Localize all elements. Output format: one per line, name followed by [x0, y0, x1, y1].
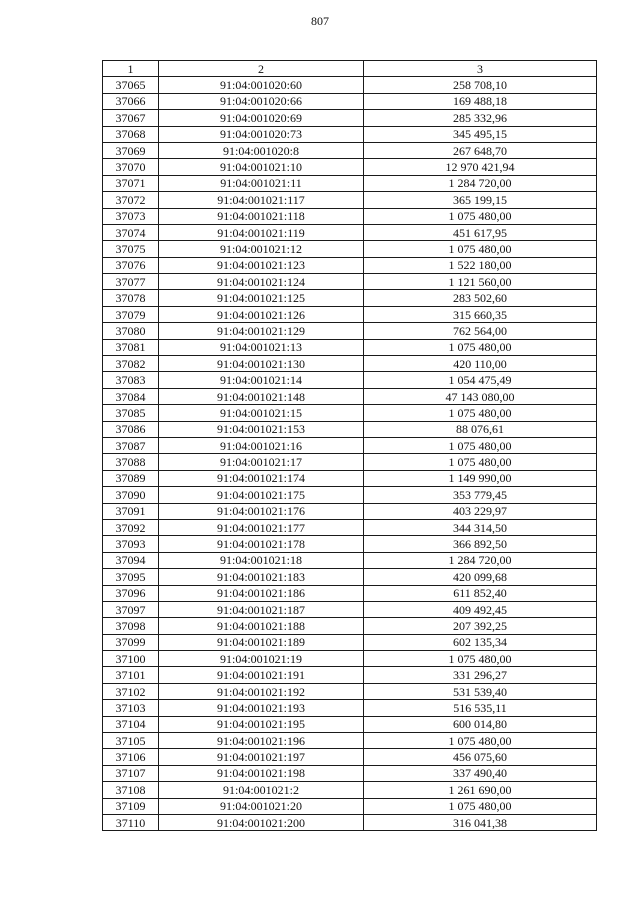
row-number-cell: 37108	[103, 782, 159, 798]
table-row	[103, 585, 597, 601]
cadastral-number-cell: 91:04:001021:17	[159, 454, 364, 470]
table-body	[103, 77, 597, 831]
data-table	[102, 60, 597, 831]
value-cell: 207 392,25	[364, 618, 597, 634]
page-number: 807	[311, 14, 329, 28]
value-cell: 1 075 480,00	[364, 208, 597, 224]
row-number-cell: 37086	[103, 421, 159, 437]
value-cell: 1 075 480,00	[364, 798, 597, 814]
cadastral-number-cell: 91:04:001020:73	[159, 126, 364, 142]
cadastral-number-cell: 91:04:001020:66	[159, 93, 364, 109]
row-number-cell: 37107	[103, 765, 159, 781]
table-row	[103, 437, 597, 453]
value-cell: 531 539,40	[364, 683, 597, 699]
table-row	[103, 667, 597, 683]
value-cell: 315 660,35	[364, 306, 597, 322]
value-cell: 1 075 480,00	[364, 339, 597, 355]
table-row	[103, 716, 597, 732]
table-row	[103, 421, 597, 437]
value-cell: 1 054 475,49	[364, 372, 597, 388]
cadastral-number-cell: 91:04:001021:200	[159, 814, 364, 830]
value-cell: 267 648,70	[364, 142, 597, 158]
cadastral-number-cell: 91:04:001021:119	[159, 224, 364, 240]
cadastral-number-cell: 91:04:001021:13	[159, 339, 364, 355]
header-row	[103, 61, 597, 77]
table-row	[103, 192, 597, 208]
row-number-cell: 37101	[103, 667, 159, 683]
table-row	[103, 733, 597, 749]
table-row	[103, 142, 597, 158]
value-cell: 762 564,00	[364, 323, 597, 339]
value-cell: 1 121 560,00	[364, 274, 597, 290]
cadastral-number-cell: 91:04:001021:198	[159, 765, 364, 781]
table-row	[103, 126, 597, 142]
value-cell: 451 617,95	[364, 224, 597, 240]
table-row	[103, 208, 597, 224]
cadastral-number-cell: 91:04:001021:14	[159, 372, 364, 388]
table-row	[103, 487, 597, 503]
row-number-cell: 37078	[103, 290, 159, 306]
cadastral-number-cell: 91:04:001021:123	[159, 257, 364, 273]
table-row	[103, 323, 597, 339]
cadastral-number-cell: 91:04:001021:2	[159, 782, 364, 798]
table-row	[103, 519, 597, 535]
row-number-cell: 37084	[103, 388, 159, 404]
cadastral-number-cell: 91:04:001021:186	[159, 585, 364, 601]
table-row	[103, 651, 597, 667]
row-number-cell: 37071	[103, 175, 159, 191]
row-number-cell: 37081	[103, 339, 159, 355]
value-cell: 88 076,61	[364, 421, 597, 437]
table-row	[103, 372, 597, 388]
cadastral-number-cell: 91:04:001021:16	[159, 437, 364, 453]
row-number-cell: 37100	[103, 651, 159, 667]
cadastral-number-cell: 91:04:001021:12	[159, 241, 364, 257]
cadastral-number-cell: 91:04:001021:191	[159, 667, 364, 683]
table-row	[103, 814, 597, 830]
value-cell: 344 314,50	[364, 519, 597, 535]
table-row	[103, 749, 597, 765]
table-row	[103, 175, 597, 191]
row-number-cell: 37075	[103, 241, 159, 257]
table-row	[103, 110, 597, 126]
cadastral-number-cell: 91:04:001021:125	[159, 290, 364, 306]
cadastral-number-cell: 91:04:001021:124	[159, 274, 364, 290]
cadastral-number-cell: 91:04:001021:178	[159, 536, 364, 552]
row-number-cell: 37082	[103, 356, 159, 372]
value-cell: 283 502,60	[364, 290, 597, 306]
value-cell: 1 075 480,00	[364, 454, 597, 470]
value-cell: 366 892,50	[364, 536, 597, 552]
row-number-cell: 37099	[103, 634, 159, 650]
table-row	[103, 454, 597, 470]
cadastral-number-cell: 91:04:001021:174	[159, 470, 364, 486]
row-number-cell: 37070	[103, 159, 159, 175]
row-number-cell: 37080	[103, 323, 159, 339]
cadastral-number-cell: 91:04:001021:192	[159, 683, 364, 699]
row-number-cell: 37096	[103, 585, 159, 601]
value-cell: 602 135,34	[364, 634, 597, 650]
value-cell: 516 535,11	[364, 700, 597, 716]
value-cell: 1 075 480,00	[364, 241, 597, 257]
cadastral-number-cell: 91:04:001021:148	[159, 388, 364, 404]
value-cell: 365 199,15	[364, 192, 597, 208]
cadastral-number-cell: 91:04:001021:130	[159, 356, 364, 372]
value-cell: 1 284 720,00	[364, 175, 597, 191]
cadastral-number-cell: 91:04:001021:189	[159, 634, 364, 650]
cadastral-number-cell: 91:04:001021:187	[159, 601, 364, 617]
row-number-cell: 37077	[103, 274, 159, 290]
cadastral-number-cell: 91:04:001021:196	[159, 733, 364, 749]
table-row	[103, 683, 597, 699]
table-row	[103, 306, 597, 322]
row-number-cell: 37068	[103, 126, 159, 142]
row-number-cell: 37110	[103, 814, 159, 830]
value-cell: 1 149 990,00	[364, 470, 597, 486]
value-cell: 611 852,40	[364, 585, 597, 601]
cadastral-number-cell: 91:04:001020:8	[159, 142, 364, 158]
row-number-cell: 37097	[103, 601, 159, 617]
value-cell: 169 488,18	[364, 93, 597, 109]
row-number-cell: 37076	[103, 257, 159, 273]
row-number-cell: 37102	[103, 683, 159, 699]
header-cell-col-2: 2	[159, 61, 364, 77]
value-cell: 12 970 421,94	[364, 159, 597, 175]
value-cell: 331 296,27	[364, 667, 597, 683]
cadastral-number-cell: 91:04:001021:20	[159, 798, 364, 814]
value-cell: 600 014,80	[364, 716, 597, 732]
value-cell: 1 284 720,00	[364, 552, 597, 568]
row-number-cell: 37067	[103, 110, 159, 126]
value-cell: 285 332,96	[364, 110, 597, 126]
table-row	[103, 601, 597, 617]
row-number-cell: 37098	[103, 618, 159, 634]
row-number-cell: 37105	[103, 733, 159, 749]
cadastral-number-cell: 91:04:001020:60	[159, 77, 364, 93]
value-cell: 337 490,40	[364, 765, 597, 781]
row-number-cell: 37089	[103, 470, 159, 486]
cadastral-number-cell: 91:04:001021:19	[159, 651, 364, 667]
row-number-cell: 37083	[103, 372, 159, 388]
row-number-cell: 37069	[103, 142, 159, 158]
value-cell: 345 495,15	[364, 126, 597, 142]
cadastral-number-cell: 91:04:001020:69	[159, 110, 364, 126]
value-cell: 353 779,45	[364, 487, 597, 503]
value-cell: 1 261 690,00	[364, 782, 597, 798]
value-cell: 456 075,60	[364, 749, 597, 765]
cadastral-number-cell: 91:04:001021:188	[159, 618, 364, 634]
row-number-cell: 37109	[103, 798, 159, 814]
table-row	[103, 388, 597, 404]
table-row	[103, 405, 597, 421]
value-cell: 316 041,38	[364, 814, 597, 830]
cadastral-number-cell: 91:04:001021:177	[159, 519, 364, 535]
row-number-cell: 37094	[103, 552, 159, 568]
table-row	[103, 339, 597, 355]
table-row	[103, 159, 597, 175]
table-header	[103, 61, 597, 77]
header-cell-col-3: 3	[364, 61, 597, 77]
row-number-cell: 37093	[103, 536, 159, 552]
cadastral-number-cell: 91:04:001021:129	[159, 323, 364, 339]
table-row	[103, 224, 597, 240]
value-cell: 1 075 480,00	[364, 651, 597, 667]
row-number-cell: 37085	[103, 405, 159, 421]
table-row	[103, 470, 597, 486]
cadastral-number-cell: 91:04:001021:18	[159, 552, 364, 568]
value-cell: 420 099,68	[364, 569, 597, 585]
table-row	[103, 536, 597, 552]
value-cell: 1 075 480,00	[364, 405, 597, 421]
value-cell: 403 229,97	[364, 503, 597, 519]
row-number-cell: 37103	[103, 700, 159, 716]
table-row	[103, 274, 597, 290]
cadastral-number-cell: 91:04:001021:176	[159, 503, 364, 519]
table-row	[103, 257, 597, 273]
value-cell: 1 075 480,00	[364, 733, 597, 749]
table-row	[103, 700, 597, 716]
table-row	[103, 93, 597, 109]
row-number-cell: 37065	[103, 77, 159, 93]
row-number-cell: 37087	[103, 437, 159, 453]
cadastral-number-cell: 91:04:001021:15	[159, 405, 364, 421]
row-number-cell: 37091	[103, 503, 159, 519]
value-cell: 409 492,45	[364, 601, 597, 617]
row-number-cell: 37106	[103, 749, 159, 765]
cadastral-number-cell: 91:04:001021:193	[159, 700, 364, 716]
cadastral-number-cell: 91:04:001021:126	[159, 306, 364, 322]
row-number-cell: 37079	[103, 306, 159, 322]
table-row	[103, 290, 597, 306]
value-cell: 1 522 180,00	[364, 257, 597, 273]
cadastral-number-cell: 91:04:001021:195	[159, 716, 364, 732]
row-number-cell: 37072	[103, 192, 159, 208]
table-row	[103, 241, 597, 257]
cadastral-number-cell: 91:04:001021:11	[159, 175, 364, 191]
table-row	[103, 552, 597, 568]
cadastral-number-cell: 91:04:001021:118	[159, 208, 364, 224]
row-number-cell: 37104	[103, 716, 159, 732]
cadastral-number-cell: 91:04:001021:117	[159, 192, 364, 208]
table-row	[103, 798, 597, 814]
cadastral-number-cell: 91:04:001021:197	[159, 749, 364, 765]
table-row	[103, 356, 597, 372]
table-row	[103, 503, 597, 519]
table-row	[103, 569, 597, 585]
value-cell: 1 075 480,00	[364, 437, 597, 453]
row-number-cell: 37095	[103, 569, 159, 585]
cadastral-number-cell: 91:04:001021:153	[159, 421, 364, 437]
row-number-cell: 37066	[103, 93, 159, 109]
cadastral-number-cell: 91:04:001021:10	[159, 159, 364, 175]
row-number-cell: 37088	[103, 454, 159, 470]
table-row	[103, 782, 597, 798]
header-cell-col-1: 1	[103, 61, 159, 77]
row-number-cell: 37073	[103, 208, 159, 224]
table-row	[103, 634, 597, 650]
value-cell: 47 143 080,00	[364, 388, 597, 404]
cadastral-number-cell: 91:04:001021:183	[159, 569, 364, 585]
table-row	[103, 765, 597, 781]
table-row	[103, 77, 597, 93]
row-number-cell: 37090	[103, 487, 159, 503]
value-cell: 258 708,10	[364, 77, 597, 93]
row-number-cell: 37092	[103, 519, 159, 535]
cadastral-number-cell: 91:04:001021:175	[159, 487, 364, 503]
row-number-cell: 37074	[103, 224, 159, 240]
table-row	[103, 618, 597, 634]
value-cell: 420 110,00	[364, 356, 597, 372]
